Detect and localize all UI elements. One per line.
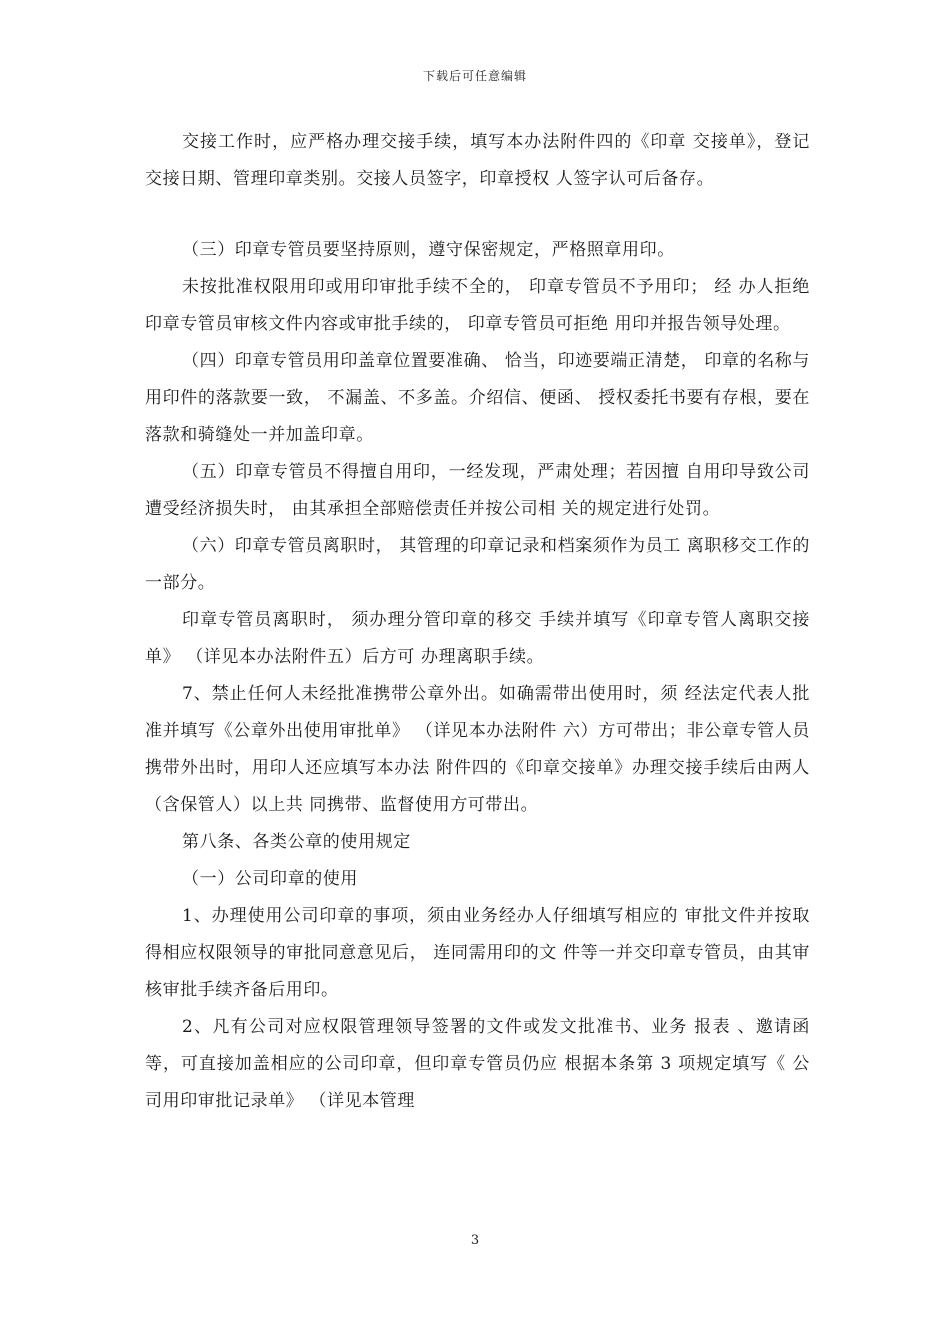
paragraph-item-2: 2、凡有公司对应权限管理领导签署的文件或发文批准书、业务 报表 、邀请函等，可直接加盖相应的公司印章，但印章专管员仍应 根据本条第 3 项规定填写《 公司用印审批记录单》 （详见本管理 <box>145 1017 810 1111</box>
paragraph-refuse-seal: 未按批准权限用印或用印审批手续不全的， 印章专管员不予用印； 经 办人拒绝印章专管员审核文件内容或审批手续的， 印章专管员可拒绝 用印并报告领导处理。 <box>145 277 810 334</box>
paragraph-rule-5: （五）印章专管员不得擅自用印，一经发现，严肃处理；若因擅 自用印导致公司遭受经济损失时， 由其承担全部赔偿责任并按公司相 关的规定进行处罚。 <box>145 462 810 519</box>
paragraph-resignation: 印章专管员离职时， 须办理分管印章的移交 手续并填写《印章专管人离职交接单》 （详见本办法附件五）后方可 办理离职手续。 <box>145 610 810 667</box>
paragraph-item-7: 7、禁止任何人未经批准携带公章外出。如确需带出使用时，须 经法定代表人批准并填写《公章外出使用审批单》 （详见本办法附件 六）方可带出；非公章专管人员携带外出时，用印人还应填写本办法 附件四的《印章交接单》办理交接手续后由两人（含保管人）以上共 同携带、监督使用方可带出。 <box>145 684 810 815</box>
paragraph-handover: 交接工作时，应严格办理交接手续，填写本办法附件四的《印章 交接单》，登记交接日期、管理印章类别。交接人员签字，印章授权 人签字认可后备存。 <box>145 132 810 189</box>
document-body <box>145 124 810 1120</box>
paragraph-article-8: 第八条、各类公章的使用规定 <box>182 832 411 852</box>
page-number: 3 <box>470 1233 480 1248</box>
paragraph-item-1: 1、办理使用公司印章的事项，须由业务经办人仔细填写相应的 审批文件并按取得相应权限领导的审批同意意见后， 连同需用印的文 件等一并交印章专管员，由其审核审批手续齐备后用印。 <box>145 906 810 1000</box>
page-header-note: 下载后可任意编辑 <box>422 69 527 83</box>
paragraph-rule-4: （四）印章专管员用印盖章位置要准确、 恰当，印迹要端正清楚， 印章的名称与用印件的落款要一致， 不漏盖、不多盖。介绍信、便函、 授权委托书要有存根，要在落款和骑缝处一并加盖印章。 <box>145 351 811 445</box>
paragraph-rule-3: （三）印章专管员要坚持原则，遵守保密规定，严格照章用印。 <box>182 240 675 260</box>
paragraph-company-seal-usage: （一）公司印章的使用 <box>182 869 358 889</box>
paragraph-rule-6: （六）印章专管员离职时， 其管理的印章记录和档案须作为员工 离职移交工作的一部分。 <box>145 536 811 593</box>
paragraph-gap <box>145 198 810 232</box>
